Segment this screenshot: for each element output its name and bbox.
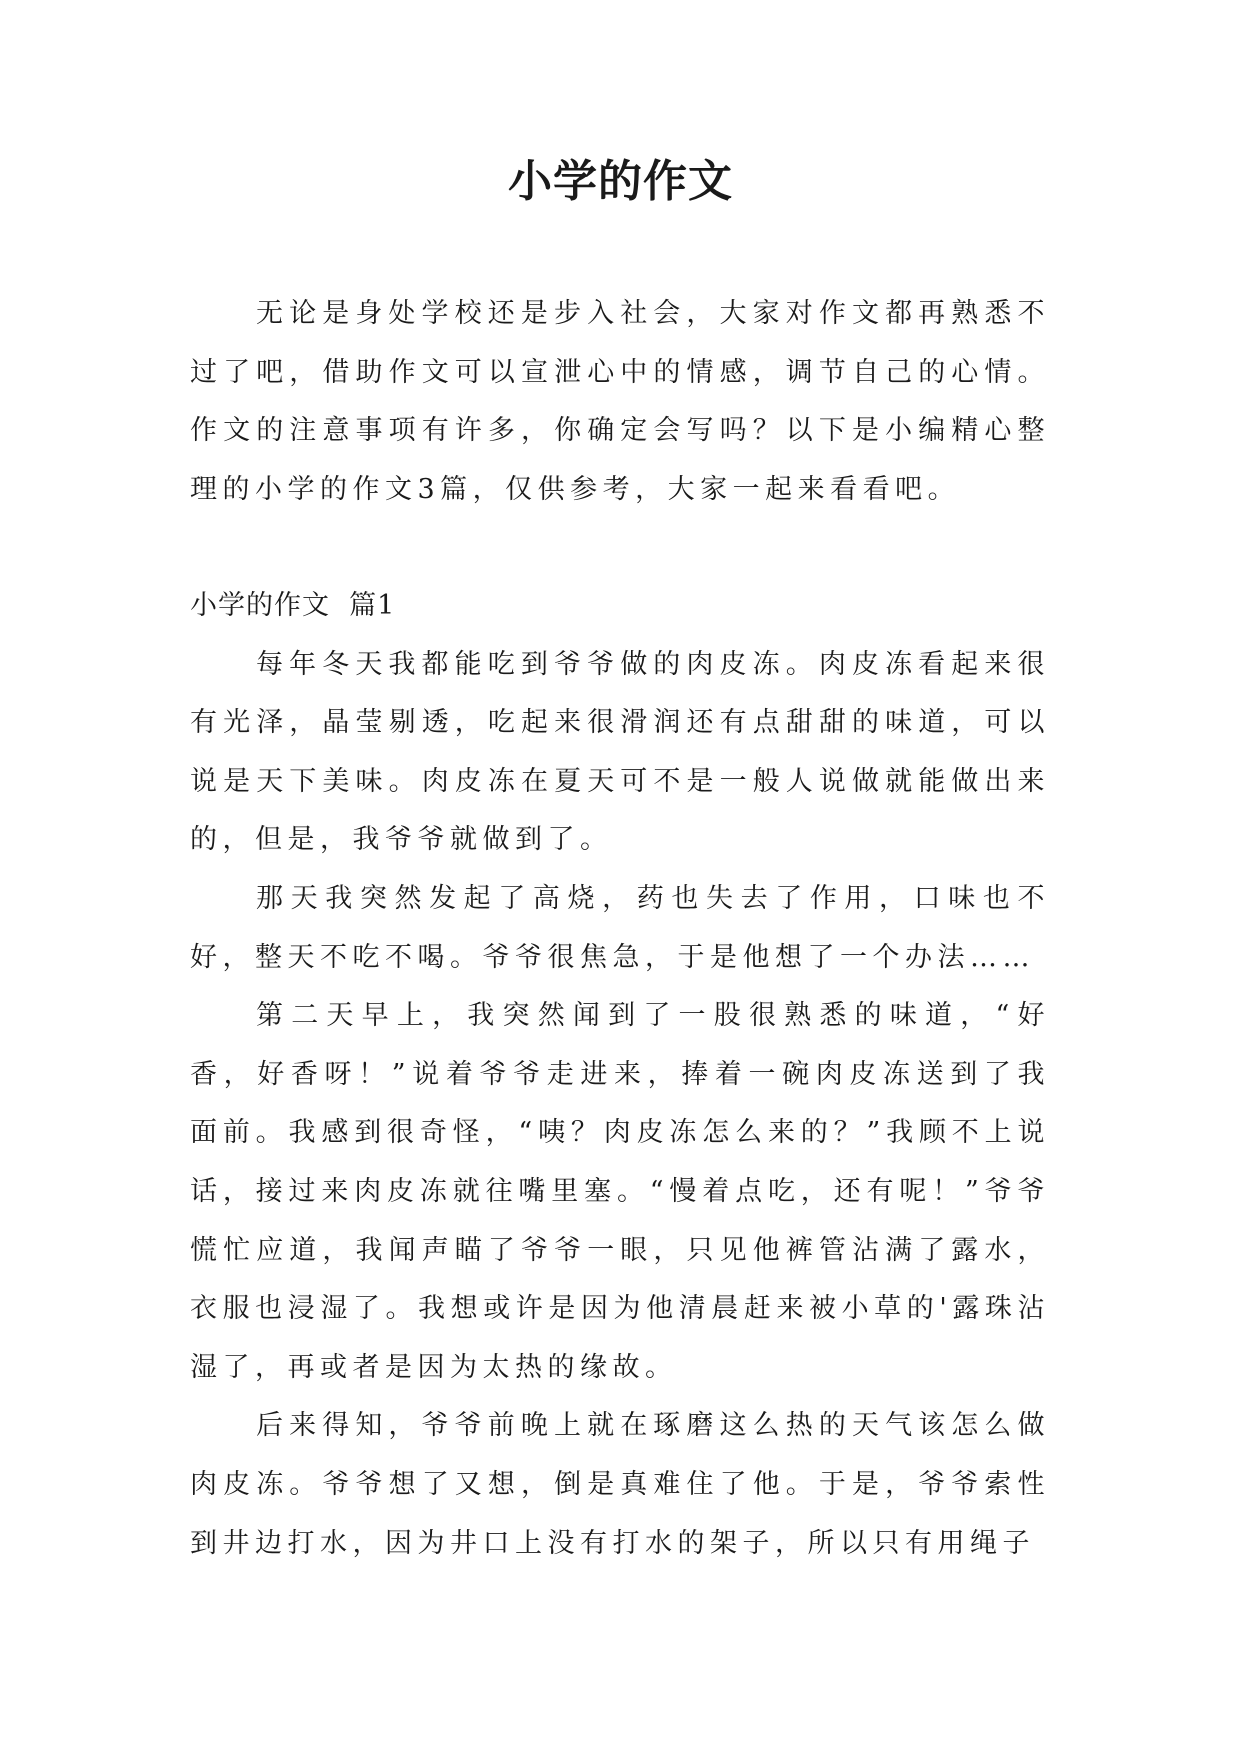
intro-block xyxy=(190,285,1050,519)
paragraph: 后来得知，爷爷前晚上就在琢磨这么热的天气该怎么做肉皮冻。爷爷想了又想，倒是真难住了他。于是，爷爷索性到井边打水，因为井口上没有打水的架子，所以只有用绳子 xyxy=(190,1410,1050,1559)
paragraph: 第二天早上，我突然闻到了一股很熟悉的味道，“好香，好香呀！”说着爷爷走进来，捧着一碗肉皮冻送到了我面前。我感到很奇怪，“咦？肉皮冻怎么来的？”我顾不上说话，接过来肉皮冻就往嘴里塞。“慢着点吃，还有呢！”爷爷慌忙应道，我闻声瞄了爷爷一眼，只见他裤管沾满了露水，衣服也浸湿了。我想或许是因为他清晨赶来被小草的'露珠沾湿了，再或者是因为太热的缘故。 xyxy=(190,1000,1050,1383)
paragraph: 那天我突然发起了高烧，药也失去了作用，口味也不好，整天不吃不喝。爷爷很焦急，于是他想了一个办法…… xyxy=(190,882,1050,973)
intro-paragraph: 无论是身处学校还是步入社会，大家对作文都再熟悉不过了吧，借助作文可以宣泄心中的情感，调节自己的心情。作文的注意事项有许多，你确定会写吗？以下是小编精心整理的小学的作文3篇，仅供参考，大家一起来看看吧。 xyxy=(190,298,1050,505)
section-heading: 小学的作文 篇1 xyxy=(190,590,396,621)
document-title: 小学的作文 xyxy=(508,156,733,207)
paragraph: 每年冬天我都能吃到爷爷做的肉皮冻。肉皮冻看起来很有光泽，晶莹剔透，吃起来很滑润还有点甜甜的味道，可以说是天下美味。肉皮冻在夏天可不是一般人说做就能做出来的，但是，我爷爷就做到了。 xyxy=(190,648,1050,856)
article-body xyxy=(190,577,1050,1573)
